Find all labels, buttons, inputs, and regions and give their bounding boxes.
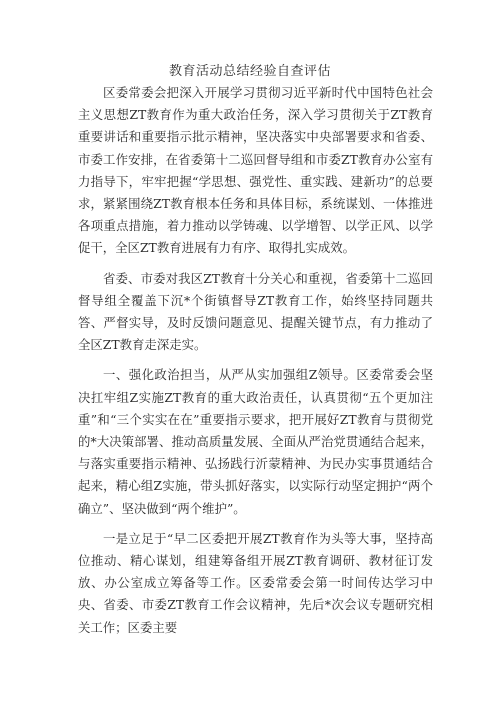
document-body (78, 82, 433, 639)
paragraph-point-one: 一是立足于“早二区委把开展ZT教育作为头等大事，坚持高位推动、精心谋划，组建筹备组开展ZT教育调研、教材征订发放、办公室成立筹备等工作。区委常委会第一时间传达学习中央、省委、市委ZT教育工作会议精神，先后*次会议专题研究相关工作；区委主要 (78, 530, 433, 635)
paragraph-intro: 区委常委会把深入开展学习贯彻习近平新时代中国特色社会主义思想ZT教育作为重大政治任务，深入学习贯彻关于ZT教育重要讲话和重要指示批示精神，坚决落实中央部署要求和省委、市委工作安排，在省委第十二巡回督导组和市委ZT教育办公室有力指导下，牢牢把握“学思想、强党性、重实践、建新功”的总要求，紧紧围绕ZT教育根本任务和具体目标，系统谋划、一体推进各项重点措施，着力推动以学铸魂、以学增智、以学正风、以学促干，全区ZT教育进展有力有序、取得扎实成效。 (78, 85, 433, 256)
paragraph-supervision: 省委、市委对我区ZT教育十分关心和重视，省委第十二巡回督导组全覆盖下沉*个街镇督导ZT教育工作，始终坚持同题共答、严督实导，及时反馈问题意见、提醒关键节点，有力推动了全区ZT教育走深走实。 (78, 270, 433, 353)
paragraph-section-one: 一、强化政治担当，从严从实加强组Z领导。区委常委会坚决扛牢组Z实施ZT教育的重大政治责任，认真贯彻“五个更加注重”和“三个实实在在”重要指示要求，把开展好ZT教育与贯彻党的*大决策部署、推动高质量发展、全面从严治党贯通结合起来，与落实重要指示精神、弘扬践行沂蒙精神、为民办实事贯通结合起来，精心组Z实施，带头抓好落实，以实际行动坚定拥护“两个确立”、坚决做到“两个维护”。 (78, 367, 433, 516)
document-title: 教育活动总结经验自查评估 (168, 64, 331, 79)
